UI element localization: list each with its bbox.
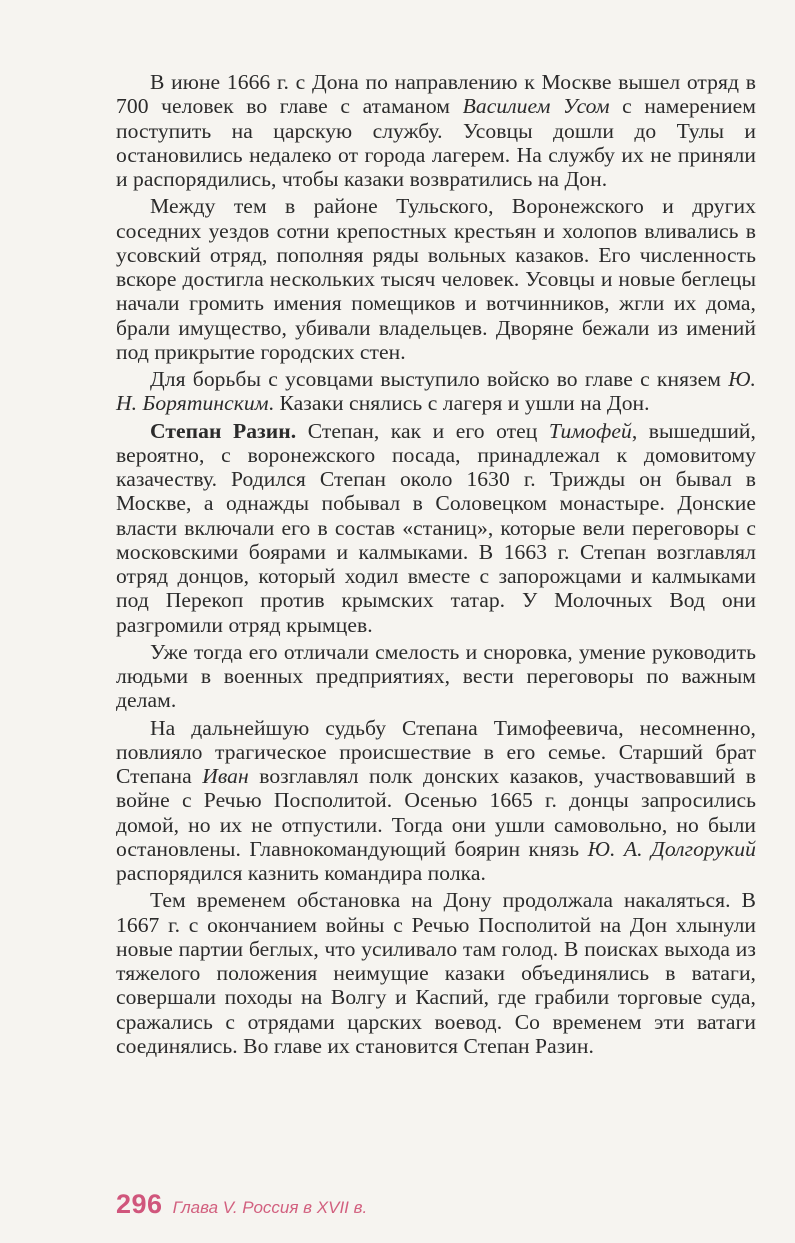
text-run: . Казаки снялись с лагеря и ушли на Дон. [268, 391, 650, 416]
italic-name-run: Ю. А. Долгорукий [587, 836, 756, 861]
text-run: , вышедший, вероятно, с воронежского посада, принадлежал к домовитому казачеству. Родился Степан около 1630 г. Трижды он бывал в Москве, а однажды побывал в Соловецком монастыре. Донские власти включали его в состав «станиц», которые вели переговоры с московскими боярами и калмыками. В 1663 г. Степан возглавлял отряд донцов, который ходил вместе с запорожцами и калмыками под Перекоп против крымских татар. У Молочных Вод они разгромили отряд крымцев. [116, 418, 756, 637]
text-run: В июне 1666 г. с Дона по направлению к Москве вышел отряд в 700 человек во главе с атаманом [116, 70, 756, 119]
text-column [116, 70, 756, 1058]
paragraph-brother-ivan [116, 716, 756, 886]
text-run: Уже тогда его отличали смелость и сноровка, умение руководить людьми в военных предприятиях, вести переговоры по важным делам. [116, 639, 756, 713]
text-run: Степан, как и его отец [296, 418, 549, 443]
text-run: возглавлял полк донских казаков, участвовавший в войне с Речью Посполитой. Осенью 1665 г. донцы запросились домой, но их не отпустили. Тогда они ушли самовольно, но были остановлены. Главнокомандующий боярин князь [116, 764, 757, 861]
text-run: Тем временем обстановка на Дону продолжала накаляться. В 1667 г. с окончанием войны с Речью Посполитой на Дон хлынули новые партии беглых, что усиливало там голод. В поисках выхода из тяжелого положения неимущие казаки объединялись в ватаги, совершали походы на Волгу и Каспий, где грабили торговые суда, сражались с отрядами царских воевод. Со временем эти ватаги соединялись. Во главе их становится Степан Разин. [116, 888, 756, 1058]
italic-name-run: Иван [202, 764, 249, 788]
paragraph-razin-skills [116, 640, 756, 713]
paragraph-boryatinsky-army [116, 367, 756, 416]
italic-name-run: Ю. Н. Борятинским [116, 367, 756, 416]
bold-heading-run: Степан Разин. [150, 418, 297, 443]
paragraph-vasily-us-detachment [116, 70, 756, 191]
text-run: Между тем в районе Тульского, Воронежского и других соседних уездов сотни крепостных крестьян и холопов вливались в усовский отряд, пополняя ряды вольных казаков. Его численность вскоре достигла нескольких тысяч человек. Усовцы и новые беглецы начали громить имения помещиков и вотчинников, жгли их дома, брали имущество, убивали владельцев. Дворяне бежали из имений под прикрытие городских стен. [116, 194, 756, 364]
page-footer [116, 1189, 367, 1220]
paragraph-don-situation [116, 888, 756, 1058]
paragraph-stepan-razin-biography [116, 419, 756, 637]
italic-name-run: Василием Усом [462, 94, 610, 119]
running-chapter-title: Глава V. Россия в XVII в. [172, 1198, 368, 1217]
text-run: распорядился казнить командира полка. [116, 861, 486, 885]
text-run: На дальнейшую судьбу Степана Тимофеевича, несомненно, повлияло трагическое происшествие в его семье. Старший брат Степана [116, 715, 756, 788]
paragraph-peasants-join [116, 194, 756, 364]
text-run: с намерением поступить на царскую службу. Усовцы дошли до Тулы и остановились недалеко от города лагерем. На службу их не приняли и распорядились, чтобы казаки возвратились на Дон. [116, 94, 756, 191]
text-run: Для борьбы с усовцами выступило войско во главе с князем [150, 367, 729, 391]
italic-name-run: Тимофей [548, 418, 632, 443]
page-number: 296 [116, 1189, 163, 1219]
